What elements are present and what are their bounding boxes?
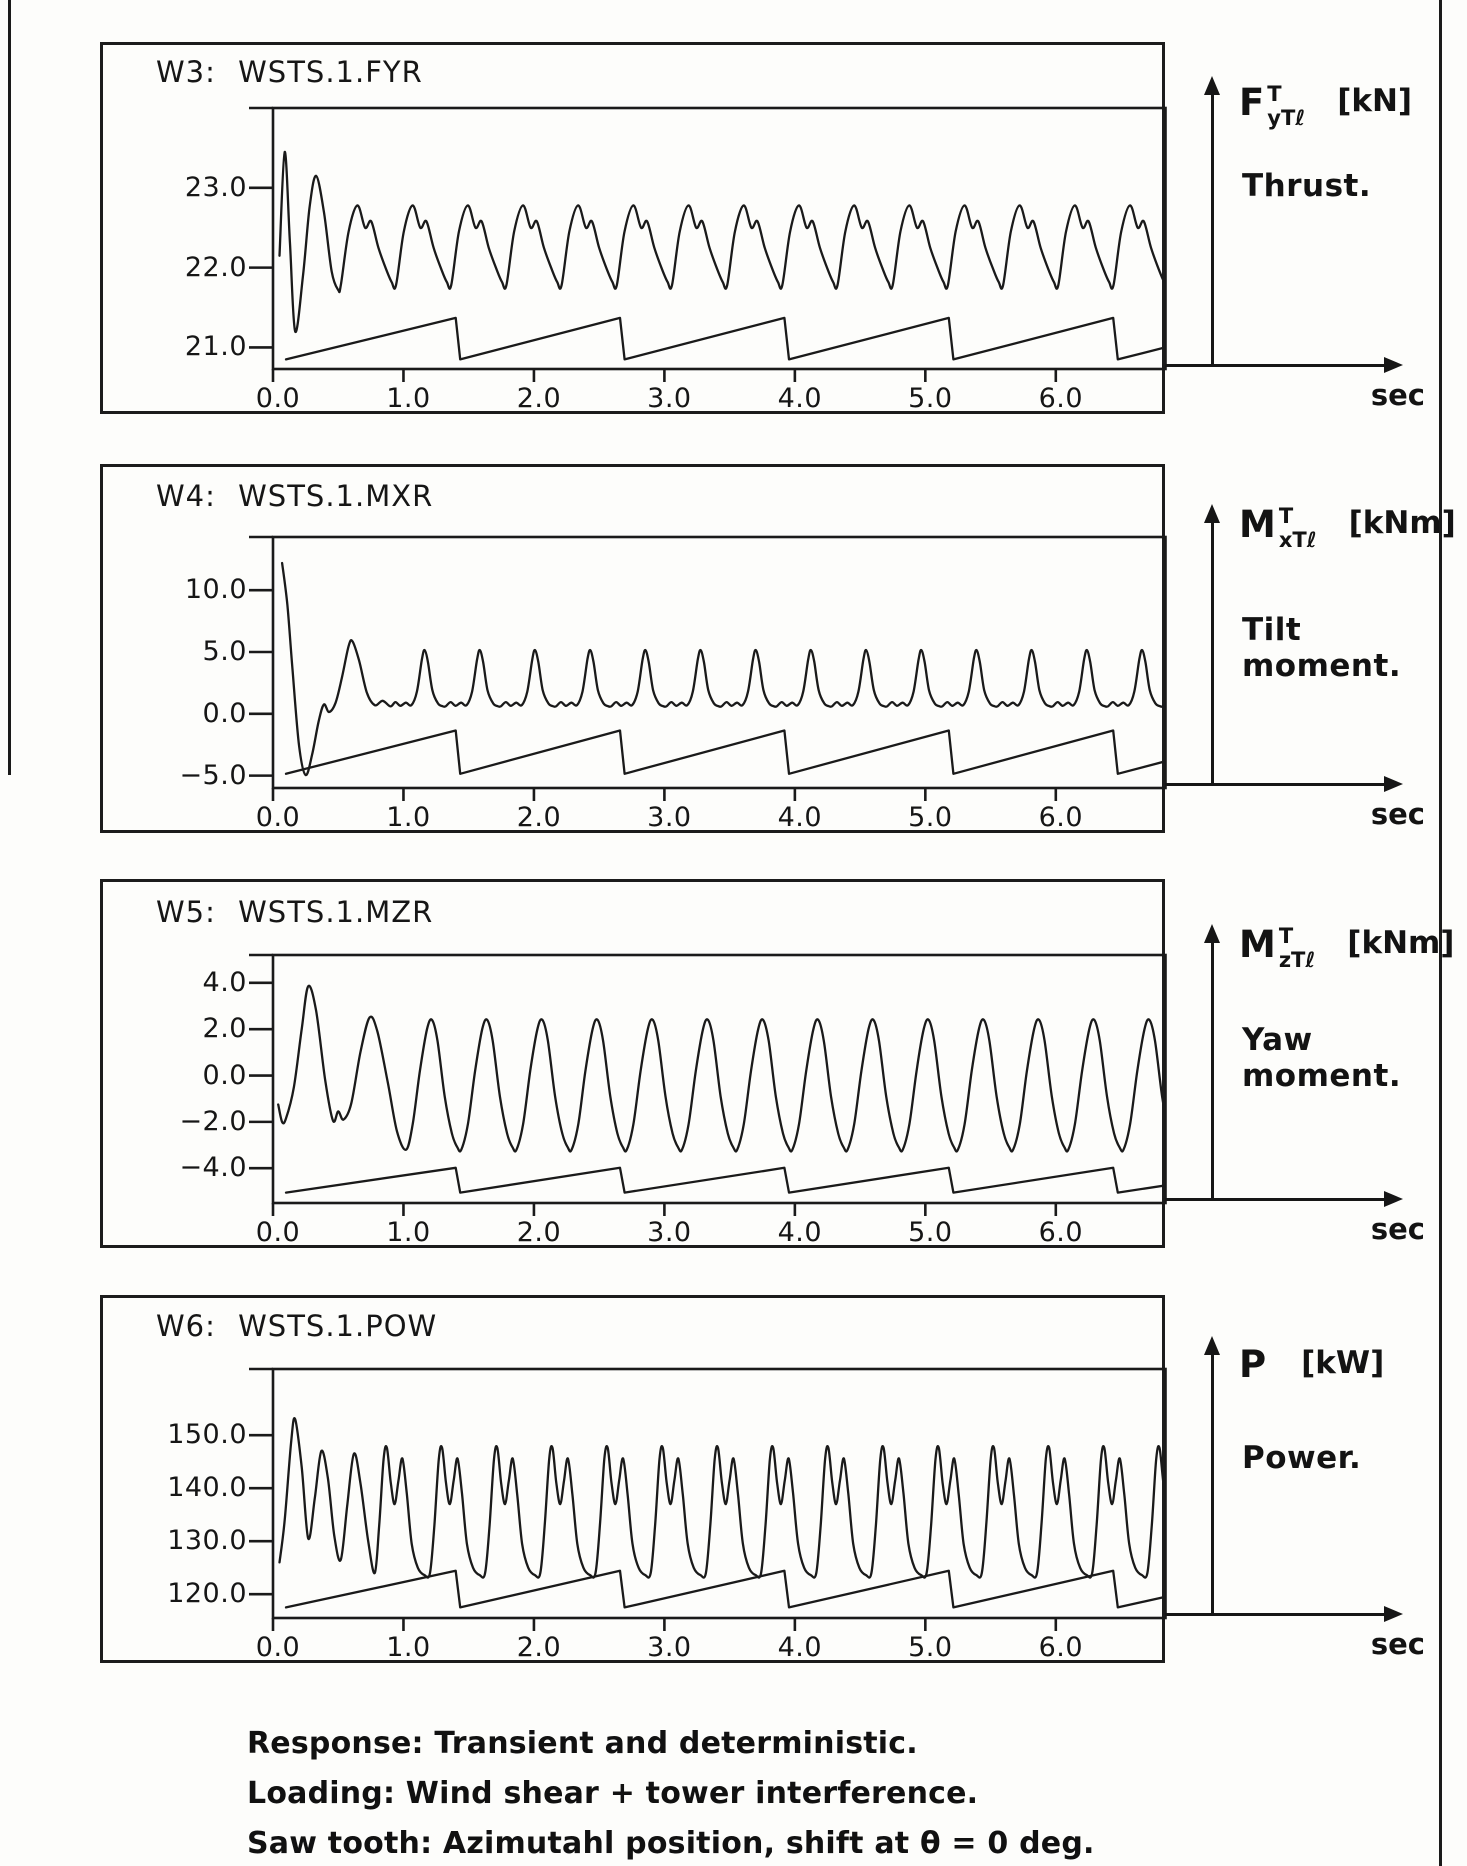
y-tick-label: −2.0	[179, 1105, 247, 1137]
caption-loading-line: Loading: Wind shear + tower interference.	[247, 1776, 979, 1811]
x-tick-label: 6.0	[1038, 1632, 1084, 1663]
symbol-superscript: T	[1278, 924, 1294, 948]
x-axis-arrow	[1165, 1613, 1387, 1616]
page-border-left	[8, 0, 11, 775]
y-tick-label: 4.0	[202, 966, 247, 998]
x-tick-label: 5.0	[908, 383, 953, 414]
y-axis-arrow	[1211, 1352, 1214, 1615]
x-tick-label: 1.0	[386, 1632, 431, 1663]
axis-symbol-label	[1239, 923, 1455, 972]
y-tick-label: 0.0	[202, 1059, 247, 1091]
axis-unit: [kW]	[1301, 1345, 1385, 1381]
symbol-scripts	[1279, 506, 1317, 551]
x-axis-arrow	[1165, 364, 1387, 367]
chart-window-w5	[100, 879, 1165, 1248]
x-tick-label: 6.0	[1038, 1217, 1084, 1248]
series-azimuth-sawtooth	[286, 731, 1168, 774]
y-tick-label: 22.0	[184, 251, 247, 283]
x-tick-label: 6.0	[1038, 383, 1084, 414]
chart-window-w6	[100, 1295, 1165, 1663]
y-axis-arrow	[1211, 520, 1214, 785]
quantity-label: Tilt moment.	[1242, 612, 1402, 684]
window-title-text: W6: WSTS.1.POW	[156, 1308, 438, 1343]
arrow-right-icon	[1384, 357, 1403, 373]
arrow-up-icon	[1204, 924, 1220, 943]
y-axis-arrow	[1211, 92, 1214, 366]
x-tick-label: 4.0	[777, 1632, 823, 1663]
axis-unit: [kNm]	[1347, 925, 1455, 961]
x-tick-label: 3.0	[647, 1632, 692, 1663]
arrow-right-icon	[1384, 1606, 1403, 1622]
axis-unit: [kN]	[1337, 83, 1413, 119]
y-axis-arrow	[1211, 940, 1214, 1200]
symbol-subscript: yTℓ	[1267, 106, 1306, 130]
plot-area-w6	[103, 1298, 1168, 1666]
plot-area-w4	[103, 467, 1168, 836]
window-title-text: W5: WSTS.1.MZR	[156, 894, 434, 929]
quantity-label: Power.	[1242, 1440, 1362, 1476]
x-tick-label: 3.0	[647, 802, 692, 833]
x-tick-label: 1.0	[386, 802, 431, 833]
arrow-up-icon	[1204, 504, 1220, 523]
x-tick-label: 0.0	[255, 383, 301, 414]
series-thrust-response	[280, 152, 1169, 332]
x-tick-label: 0.0	[255, 1632, 301, 1663]
series-azimuth-sawtooth	[286, 1168, 1168, 1193]
symbol-main: P	[1239, 1343, 1267, 1386]
y-tick-label: −5.0	[179, 759, 247, 791]
window-title-text: W4: WSTS.1.MXR	[156, 478, 434, 513]
chart-window-w3	[100, 42, 1165, 414]
series-yaw-moment-response	[278, 986, 1168, 1152]
chart-window-w4	[100, 464, 1165, 833]
symbol-subscript: xTℓ	[1278, 528, 1317, 552]
caption-response-line: Response: Transient and deterministic.	[247, 1726, 918, 1761]
series-azimuth-sawtooth	[286, 318, 1168, 360]
quantity-label: Thrust.	[1242, 168, 1372, 204]
x-tick-label: 4.0	[777, 802, 823, 833]
x-tick-label: 4.0	[777, 383, 823, 414]
symbol-main: M	[1239, 923, 1276, 966]
plot-area-w3	[103, 45, 1168, 417]
x-tick-label: 1.0	[386, 1217, 431, 1248]
x-tick-label: 2.0	[516, 1217, 562, 1248]
symbol-subscript: zTℓ	[1278, 948, 1316, 972]
series-power-response	[280, 1418, 1169, 1577]
figure-caption	[247, 1726, 1147, 1866]
x-tick-label: 1.0	[386, 383, 431, 414]
symbol-main: F	[1239, 81, 1265, 124]
y-tick-label: 130.0	[167, 1525, 247, 1557]
x-axis-unit-label: sec	[1370, 1627, 1425, 1661]
x-axis-unit-label: sec	[1370, 378, 1425, 412]
window-title-text: W3: WSTS.1.FYR	[156, 54, 423, 89]
x-axis-arrow	[1165, 783, 1387, 786]
x-tick-label: 6.0	[1038, 802, 1084, 833]
x-tick-label: 2.0	[516, 802, 562, 833]
y-tick-label: 120.0	[167, 1578, 247, 1610]
y-tick-label: 10.0	[184, 574, 247, 606]
axis-symbol-label	[1239, 1343, 1385, 1386]
x-tick-label: 5.0	[908, 1217, 953, 1248]
arrow-up-icon	[1204, 76, 1220, 95]
x-tick-label: 5.0	[908, 1632, 953, 1663]
arrow-right-icon	[1384, 776, 1403, 792]
y-tick-label: 140.0	[167, 1472, 247, 1504]
symbol-superscript: T	[1267, 82, 1282, 106]
axis-symbol-label	[1239, 81, 1413, 130]
symbol-superscript: T	[1278, 504, 1294, 528]
y-tick-label: 150.0	[167, 1419, 247, 1451]
y-tick-label: 2.0	[202, 1013, 247, 1045]
x-axis-unit-label: sec	[1370, 1212, 1425, 1246]
x-tick-label: 3.0	[647, 383, 692, 414]
symbol-main: M	[1239, 503, 1276, 546]
plot-area-w5	[103, 882, 1168, 1251]
arrow-right-icon	[1384, 1191, 1403, 1207]
x-tick-label: 2.0	[516, 383, 562, 414]
y-tick-label: −4.0	[179, 1152, 247, 1184]
caption-sawtooth-line: Saw tooth: Azimutahl position, shift at θ = 0 deg.	[247, 1826, 1095, 1861]
axis-unit: [kNm]	[1348, 505, 1456, 541]
x-tick-label: 4.0	[777, 1217, 823, 1248]
x-tick-label: 0.0	[255, 802, 301, 833]
series-tilt-moment-response	[282, 563, 1168, 775]
x-tick-label: 0.0	[255, 1217, 301, 1248]
y-tick-label: 5.0	[202, 635, 247, 667]
symbol-scripts	[1279, 926, 1315, 971]
x-tick-label: 5.0	[908, 802, 953, 833]
arrow-up-icon	[1204, 1336, 1220, 1355]
x-tick-label: 2.0	[516, 1632, 562, 1663]
x-axis-unit-label: sec	[1370, 797, 1425, 831]
symbol-scripts	[1267, 84, 1305, 129]
quantity-label: Yaw moment.	[1242, 1022, 1402, 1094]
y-tick-label: 21.0	[184, 331, 247, 363]
y-tick-label: 0.0	[202, 697, 247, 729]
axis-symbol-label	[1239, 503, 1456, 552]
x-axis-arrow	[1165, 1198, 1387, 1201]
y-tick-label: 23.0	[184, 171, 247, 203]
x-tick-label: 3.0	[647, 1217, 692, 1248]
